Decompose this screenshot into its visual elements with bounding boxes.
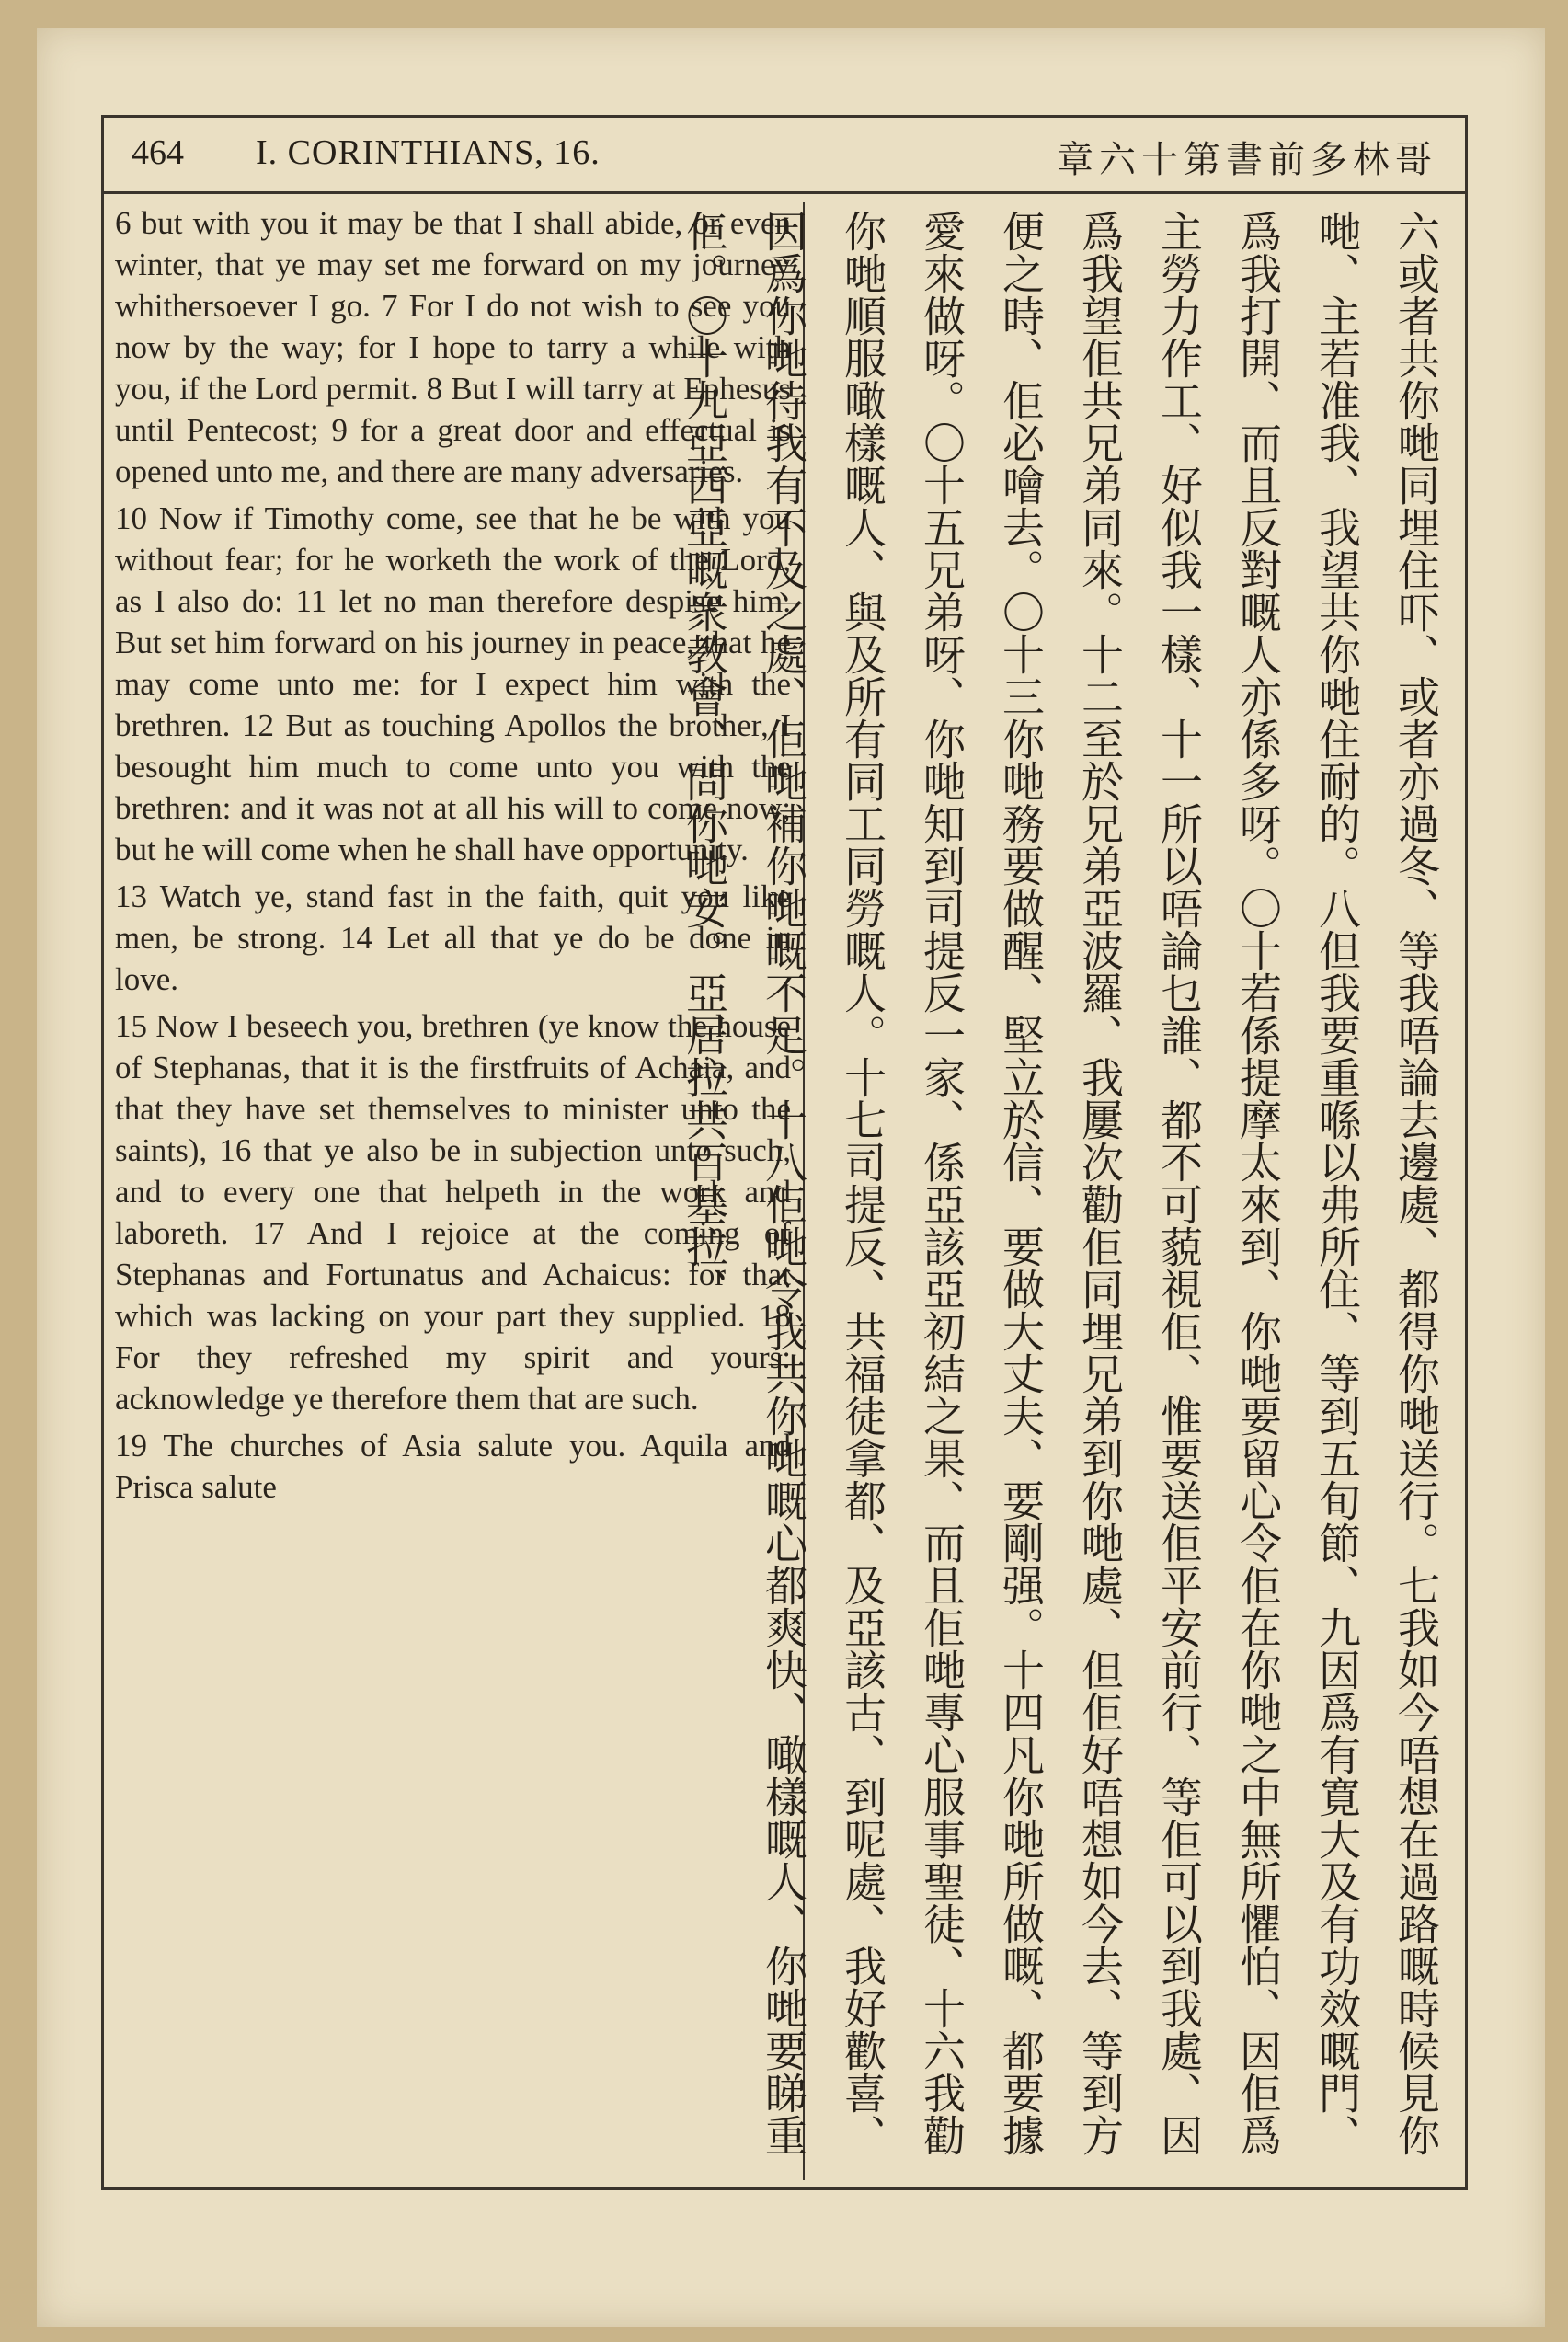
chinese-book-title: 章六十第書前多林哥 [1057,139,1437,181]
chinese-column: 六或者共你哋同埋住吓、或者亦過冬、等我唔論去邊處、都得你哋送行。七我如今唔想在過路嘅時候見你哋、主若准我、我望共你哋住耐的。八但我要重喺以弗所住、等到五旬節、九因爲有寛大及有功效嘅門、爲我打開、而且反對嘅人亦係多呀。〇十若係提摩太來到、你哋要留心令佢在你哋之中無所懼怕、因佢爲主勞力作工、好似我一樣、十一所以唔論乜誰、都不可藐視佢、惟要送佢平安前行、等佢可以到我處、因爲我望佢共兄弟同來。十二至於兄弟亞波羅、我屢次勸佢同埋兄弟到你哋處、但佢好唔想如今去、等到方便之時、佢必噲去。〇十三你哋務要做醒、堅立於信、要做大丈夫、要剛强。十四凡你哋所做嘅、都要據愛來做呀。〇十五兄弟呀、你哋知到司提反一家、係亞該亞初結之果、而且佢哋專心服事聖徒、十六我勸你哋順服噉樣嘅人、與及所有同工同勞嘅人。十七司提反、共福徒拿都、及亞該古、到呢處、我好歡喜、因爲你哋待我有不及之處、佢哋補你哋嘅不足。十八佢哋令我共你哋嘅心都爽快、噉樣嘅人、你哋要睇重佢。〇十九亞西亞嘅衆教會、問你哋安。亞居拉共百基拉、 [680,210,1441,2156]
page-number: 464 [132,133,184,172]
page-frame [101,115,1468,2190]
running-header [104,118,1465,194]
english-paragraph: 13 Watch ye, stand fast in the faith, quit you like men, be strong. 14 Let all that ye do be done in love. [115,878,791,997]
page [37,28,1545,2327]
english-paragraph: 19 The churches of Asia salute you. Aquila and Prisca salute [115,1428,791,1505]
english-paragraph: 15 Now I beseech you, brethren (ye know the house of Stephanas, that it is the firstfruits of Achaia, and that they have set themselves to minister unto the saints), 16 that ye also be in subjection unto such, and to every one that helpeth in the work and laboreth. 17 And I rejoice at the coming of Stephanas and Fortunatus and Achaicus: for that which was lacking on your part they supplied. 18 For they refreshed my spirit and yours: acknowledge ye therefore them that are such. [115,1008,791,1417]
english-book-title: I. CORINTHIANS, 16. [256,133,601,172]
english-paragraph: 10 Now if Timothy come, see that he be with you without fear; for he worketh the work of the Lord, as I also do: 11 let no man therefore despise him. But set him forward on his journey in peace, that he may come unto me: for I expect him with the brethren. 12 But as touching Apollos the brother, I besought him much to come unto you with the brethren: and it was not at all his will to come now; but he will come when he shall have opportunity. [115,500,791,867]
english-paragraph: 6 but with you it may be that I shall abide, or even winter, that ye may set me forward on my journey whithersoever I go. 7 For I do not wish to see you now by the way; for I hope to tarry a while with you, if the Lord permit. 8 But I will tarry at Ephesus until Pentecost; 9 for a great door and effectual is opened unto me, and there are many adversaries. [115,205,791,489]
